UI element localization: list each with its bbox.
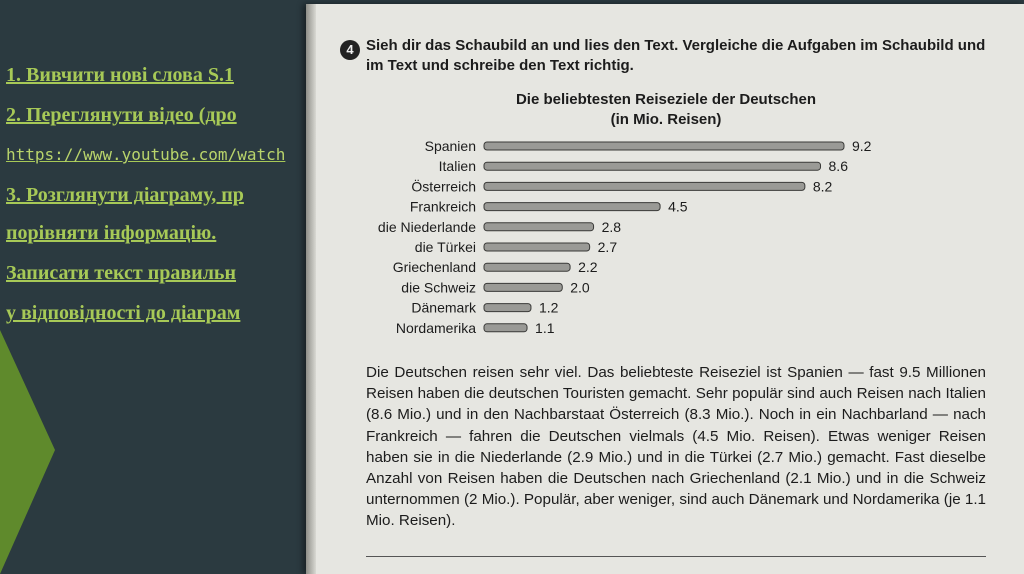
category-label: Dänemark [411, 299, 476, 316]
task-3: 3. Розглянути діаграму, пр [6, 184, 244, 206]
value-label: 9.2 [852, 138, 872, 154]
task-4-continued: у відповідності до діаграм [6, 302, 241, 324]
chart-subtitle: (in Mio. Reisen) [610, 111, 722, 128]
task-4: Записати текст правильн [6, 262, 237, 284]
bar [484, 203, 660, 211]
task-instruction: Sieh dir das Schaubild an und lies den Text. Vergleiche die Aufgaben im Schaubild und im Text und schreibe den Text richtig. [366, 37, 986, 74]
category-label: Nordamerika [395, 319, 476, 336]
category-label: Spanien [424, 138, 476, 154]
value-label: 8.2 [812, 178, 833, 195]
writing-line [366, 556, 986, 557]
category-label: Italien [438, 158, 476, 175]
video-link[interactable]: https://www.youtube.com/watch [6, 145, 286, 164]
bar [484, 304, 531, 312]
task-number-badge: 4 [340, 40, 360, 60]
category-label: die Niederlande [377, 218, 476, 235]
category-label: die Schweiz [401, 279, 476, 296]
task-3-continued: порівняти інформацію. [6, 222, 217, 244]
task-1: 1. Вивчити нові слова S.1 [6, 64, 234, 86]
value-label: 4.5 [668, 198, 688, 215]
category-label: Österreich [411, 178, 476, 195]
value-label: 1.2 [538, 299, 559, 316]
bar [484, 182, 805, 190]
chart-title-line-1: Die beliebtesten Reiseziele der Deutschen [515, 91, 817, 108]
category-label: Griechenland [392, 259, 476, 276]
value-label: 2.8 [601, 218, 622, 235]
bar [484, 324, 527, 332]
textbook-page [306, 4, 1024, 574]
bar [484, 283, 562, 291]
slide-task-list [0, 0, 320, 574]
bar [484, 263, 570, 271]
bar [484, 243, 590, 251]
bar-chart [306, 4, 1024, 344]
value-label: 2.2 [578, 259, 598, 276]
value-label: 2.0 [570, 279, 590, 296]
value-label: 2.7 [597, 239, 618, 255]
value-label: 8.6 [828, 158, 848, 175]
bar [484, 162, 821, 170]
bar [484, 223, 594, 231]
category-label: die Türkei [414, 239, 476, 255]
bar [484, 142, 844, 150]
value-label: 1.1 [535, 319, 555, 336]
task-2: 2. Переглянути відео (дро [6, 104, 237, 126]
reading-text: Die Deutschen reisen sehr viel. Das beliebteste Reiseziel ist Spanien — fast 9.5 Millionen Reisen haben die deutschen Touristen gemacht. Sehr populär sind auch Reisen nach Italien (8.6 Mio.) und in den Nachbarstaat Österreich (8.3 Mio.). Noch in ein Nachbarland — nach Frankreich — fahren die Deutschen vielmals (4.5 Mio. Reisen). Etwas weniger Reisen haben sie in die Niederlande (2.9 Mio.) und in die Türkei (2.7 Mio.) gemacht. Fast dieselbe Anzahl von Reisen haben die Deutschen nach Griechenland (2.1 Mio.) und in die Schweiz unternommen (2 Mio.). Populär, aber weniger, sind auch Dänemark und Nordamerika (je 1.1 Mio. Reisen). [366, 364, 986, 530]
category-label: Frankreich [409, 198, 476, 215]
